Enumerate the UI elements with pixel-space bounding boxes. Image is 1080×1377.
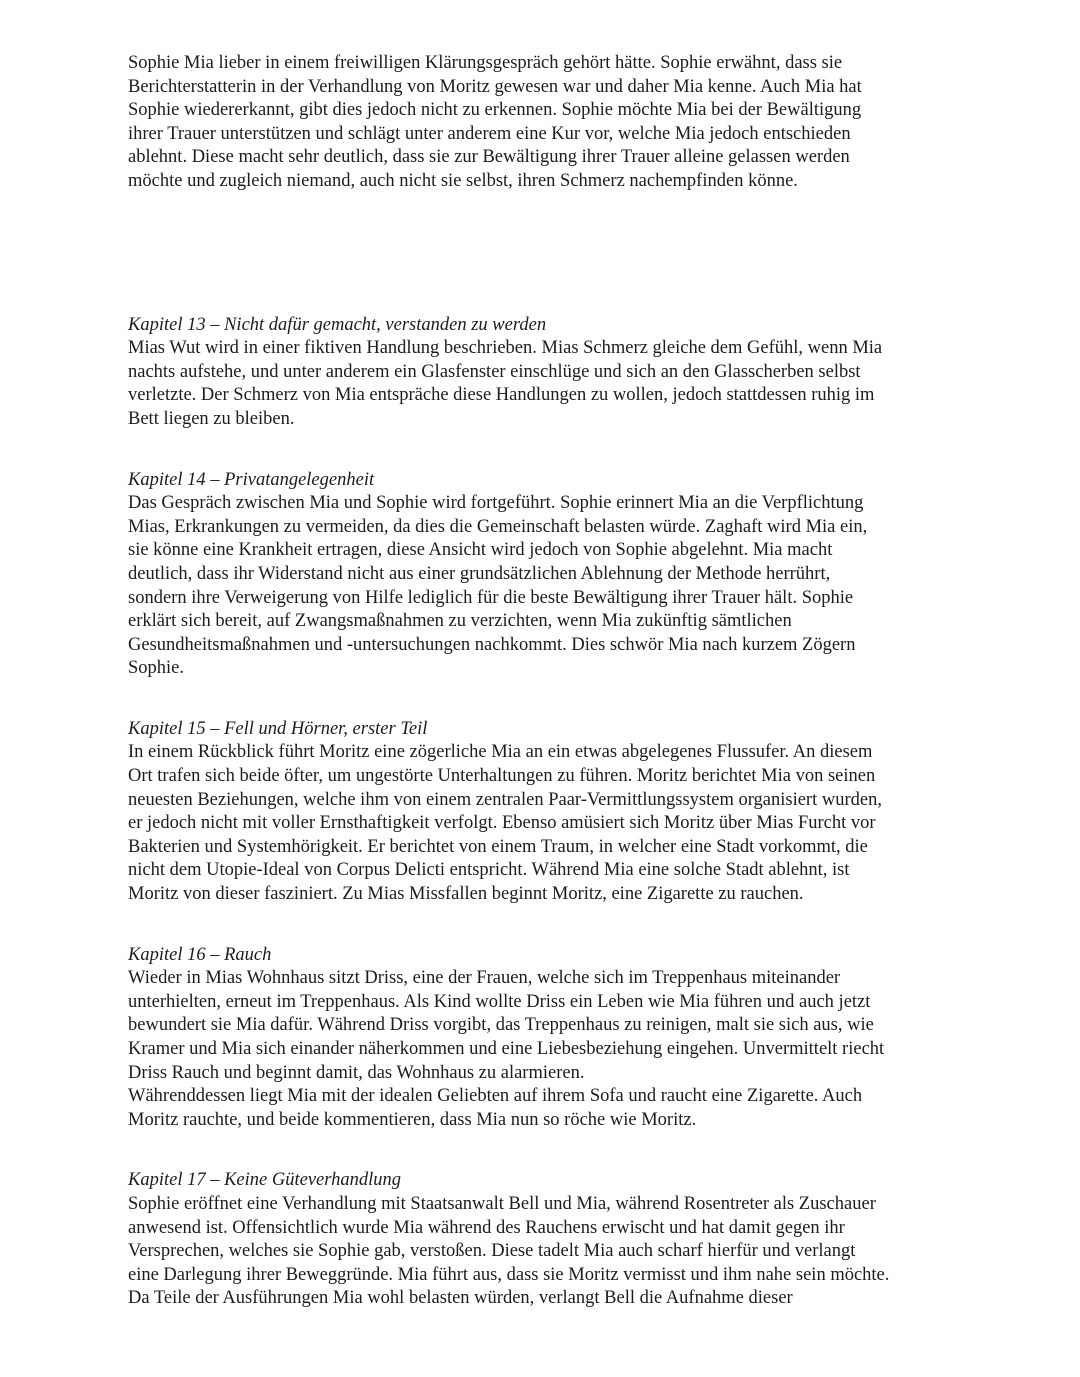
chapter-14-heading: Kapitel 14 – Privatangelegenheit	[128, 469, 375, 490]
spacer	[128, 907, 958, 944]
chapter-15-heading: Kapitel 15 – Fell und Hörner, erster Teil	[128, 718, 428, 739]
chapter-16-section	[128, 944, 958, 1133]
chapter-14-section	[128, 469, 958, 681]
document-page	[128, 52, 958, 1311]
chapter-13-section	[128, 314, 958, 432]
chapter-13-paragraph: Mias Wut wird in einer fiktiven Handlung beschrieben. Mias Schmerz gleiche dem Gefühl, wenn Mia nachts aufstehe, und unter anderem ein Glasfenster einschlüge und sich an den Glasscherben selbst verletzte. Der Schmerz von Mia entspräche diese Handlungen zu wollen, jedoch stattdessen ruhig im Bett liegen zu bleiben.	[128, 338, 883, 429]
chapter-13-heading: Kapitel 13 – Nicht dafür gemacht, verstanden zu werden	[128, 314, 547, 335]
chapter-15-section	[128, 718, 958, 907]
spacer	[128, 1132, 958, 1169]
chapter-17-heading: Kapitel 17 – Keine Güteverhandlung	[128, 1170, 402, 1191]
chapter-17-section	[128, 1169, 958, 1311]
intro-paragraph: Sophie Mia lieber in einem freiwilligen Klärungsgespräch gehört hätte. Sophie erwähnt, dass sie Berichterstatterin in der Verhandlung von Moritz gewesen war und daher Mia kenne. Auch Mia hat Sophie wiedererkannt, gibt dies jedoch nicht zu erkennen. Sophie möchte Mia bei der Bewältigung ihrer Trauer unterstützen und schlägt unter anderem eine Kur vor, welche Mia jedoch entschieden ablehnt. Diese macht sehr deutlich, dass sie zur Bewältigung ihrer Trauer alleine gelassen werden möchte und zugleich niemand, auch nicht sie selbst, ihren Schmerz nachempfinden könne.	[128, 53, 862, 191]
spacer	[128, 194, 958, 314]
chapter-14-paragraph: Das Gespräch zwischen Mia und Sophie wird fortgeführt. Sophie erinnert Mia an die Verpflichtung Mias, Erkrankungen zu vermeiden, da dies die Gemeinschaft belasten würde. Zaghaft wird Mia ein, sie könne eine Krankheit ertragen, diese Ansicht wird jedoch von Sophie abgelehnt. Mia macht deutlich, dass ihr Widerstand nicht aus einer grundsätzlichen Ablehnung der Methode herrührt, sondern ihre Verweigerung von Hilfe lediglich für die beste Bewältigung ihrer Trauer hält. Sophie erklärt sich bereit, auf Zwangsmaßnahmen zu verzichten, wenn Mia zukünftig sämtlichen Gesundheitsmaßnahmen und -untersuchungen nachkommt. Dies schwör Mia nach kurzem Zögern Sophie.	[128, 493, 868, 679]
chapter-16-heading: Kapitel 16 – Rauch	[128, 944, 272, 965]
spacer	[128, 681, 958, 718]
chapter-17-paragraph: Sophie eröffnet eine Verhandlung mit Staatsanwalt Bell und Mia, während Rosentreter als Zuschauer anwesend ist. Offensichtlich wurde Mia während des Rauchens erwischt und hat damit gegen ihr Versprechen, welches sie Sophie gab, verstoßen. Diese tadelt Mia auch scharf hierfür und verlangt eine Darlegung ihrer Beweggründe. Mia führt aus, dass sie Moritz vermisst und ihm nahe sein möchte. Da Teile der Ausführungen Mia wohl belasten würden, verlangt Bell die Aufnahme dieser	[128, 1193, 890, 1309]
chapter-15-paragraph: In einem Rückblick führt Moritz eine zögerliche Mia an ein etwas abgelegenes Flussufer. An diesem Ort trafen sich beide öfter, um ungestörte Unterhaltungen zu führen. Moritz berichtet Mia von seinen neuesten Beziehungen, welche ihm von einem zentralen Paar-Vermittlungssystem organisiert wurden, er jedoch nicht mit voller Ernsthaftigkeit verfolgt. Ebenso amüsiert sich Moritz über Mias Furcht vor Bakterien und Systemhörigkeit. Er berichtet von einem Traum, in welcher eine Stadt vorkommt, die nicht dem Utopie-Ideal von Corpus Delicti entspricht. Während Mia eine solche Stadt ablehnt, ist Moritz von dieser fasziniert. Zu Mias Missfallen beginnt Moritz, eine Zigarette zu rauchen.	[128, 742, 882, 905]
chapter-16-paragraph: Wieder in Mias Wohnhaus sitzt Driss, eine der Frauen, welche sich im Treppenhaus miteinander unterhielten, erneut im Treppenhaus. Als Kind wollte Driss ein Leben wie Mia führen und auch jetzt bewundert sie Mia dafür. Während Driss vorgibt, das Treppenhaus zu reinigen, malt sie sich aus, wie Kramer und Mia sich einander näherkommen und eine Liebesbeziehung eingehen. Unvermittelt riecht Driss Rauch und beginnt damit, das Wohnhaus zu alarmieren. Währenddessen liegt Mia mit der idealen Geliebten auf ihrem Sofa und raucht eine Zigarette. Auch Moritz rauchte, und beide kommentieren, dass Mia nun so röche wie Moritz.	[128, 968, 885, 1130]
spacer	[128, 432, 958, 469]
